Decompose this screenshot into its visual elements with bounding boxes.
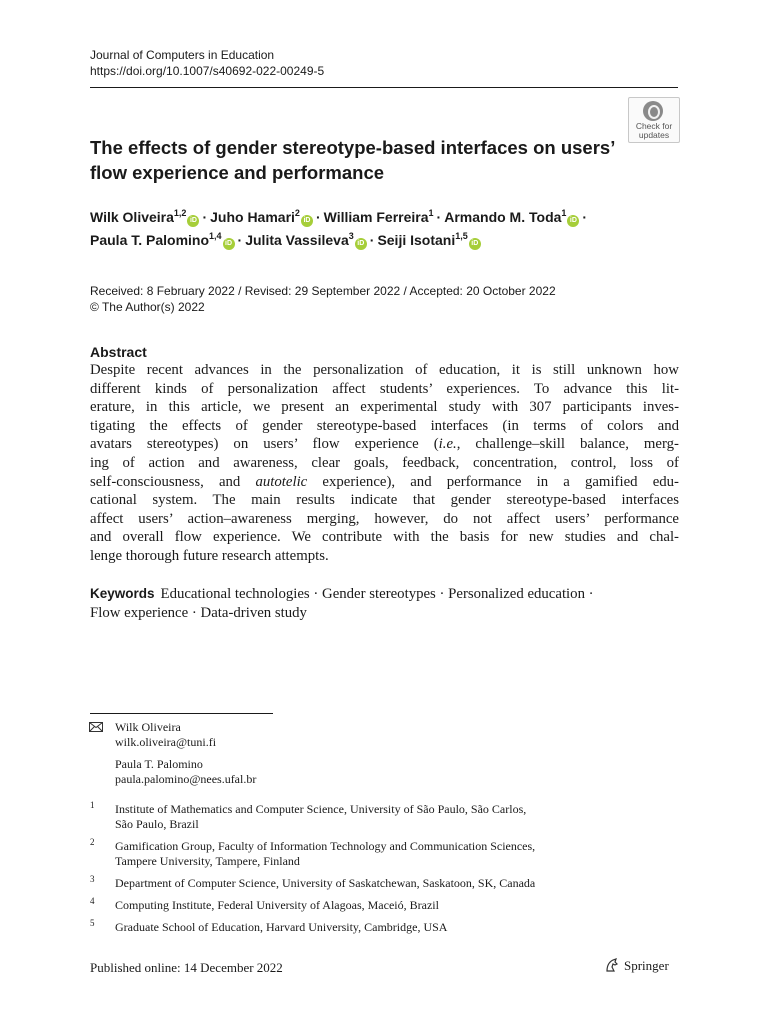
author-line-1: Wilk Oliveira$^{1,2}$iD · Juho Hamari$^2$iD · William Ferreira$^1$ · Armando M. Toda$^1$iD · [90,208,588,225]
keywords-line: Flow experience · Data-driven study [90,604,307,621]
orcid-icon[interactable]: iD [187,215,199,227]
check-for-updates-badge[interactable] [628,97,680,143]
envelope-icon [89,722,103,732]
contact-name: Wilk Oliveira [115,720,181,734]
crossmark-icon [643,101,663,121]
affiliation-3: Department of Computer Science, University of Saskatchewan, Saskatoon, SK, Canada [115,876,536,890]
contact-email[interactable]: wilk.oliveira@tuni.fi [115,735,217,749]
paper-title: The effects of gender stereotype-based interfaces on users’ flow experience and performance [90,137,616,183]
author-name: Seiji Isotani$^{1,5}$ [377,231,468,248]
orcid-icon[interactable]: iD [355,238,367,250]
history-dates: Received: 8 February 2022 / Revised: 29 September 2022 / Accepted: 20 October 2022 [90,284,556,298]
keywords-line: Educational technologies · Gender stereotypes · Personalized education · [160,586,594,602]
abstract-body: Despite recent advances in the personalization of education, it is still unknown how different kinds of personalization affect students’ experiences. To advance this lit- erature, in this article, we present an experimental study with 307 participants inves- tigating the effects of gender stereotype-based interfaces (in terms of colors and avatars stereotypes) on users’ flow experience (i.e., challenge–skill balance, merg- ing of action and awareness, clear goals, feedback, concentration, control, loss of self-consciousness, and autotelic experience), and performance in a gamified edu- cational system. The main results indicate that gender stereotype-based interfaces affect users’ action–awareness merging, however, do not affect users’ performance and overall flow experience. We contribute with the basis for new studies and chal- lenge thorough future research attempts. [90,362,679,564]
affiliation-number: 2 [90,837,95,847]
abstract-line-mixed: avatars stereotypes) on users’ flow experience (i.e., challenge–skill balance, merg- [90,436,679,453]
orcid-icon[interactable]: iD [301,215,313,227]
copyright: © The Author(s) 2022 [90,300,205,314]
author-name: Armando M. Toda$^1$ [444,208,567,225]
contact-email[interactable]: paula.palomino@nees.ufal.br [115,772,257,786]
affiliation-5: Graduate School of Education, Harvard University, Cambridge, USA [115,920,448,934]
author-name: Wilk Oliveira$^{1,2}$ [90,208,187,225]
author-list [90,206,680,252]
author-name: William Ferreira$^1$ [323,208,434,225]
author-name: Paula T. Palomino$^{1,4}$ [90,231,222,248]
orcid-icon[interactable]: iD [469,238,481,250]
author-name: Juho Hamari$^2$ [210,208,300,225]
publisher-logo [604,957,669,974]
contact-name: Paula T. Palomino [115,757,203,771]
abstract-line-mixed: self-consciousness, and autotelic experience), and performance in a gamified edu- [90,473,679,490]
journal-header [90,47,324,79]
affiliation-number: 4 [90,896,95,906]
keywords-heading: Keywords [90,586,155,601]
publisher-name: Springer [624,958,669,973]
springer-horse-icon [604,957,620,973]
journal-name: Journal of Computers in Education [90,48,275,62]
article-dates [90,283,556,315]
orcid-icon[interactable]: iD [223,238,235,250]
affiliation-4: Computing Institute, Federal University of Alagoas, Maceió, Brazil [115,898,439,912]
abstract-heading: Abstract [90,344,147,360]
header-rule [90,87,678,88]
keywords [90,585,680,622]
contact-2 [115,757,256,787]
published-date: Published online: 14 December 2022 [90,960,283,975]
author-line-2: Paula T. Palomino$^{1,4}$iD · Julita Vassileva$^3$iD · Seiji Isotani$^{1,5}$iD [90,229,680,252]
author-name: Julita Vassileva$^3$ [245,231,354,248]
orcid-icon[interactable]: iD [567,215,579,227]
check-badge-text: Check for updates [635,121,673,140]
affiliation-1: Institute of Mathematics and Computer Science, University of São Paulo, São Carlos, São Paulo, Brazil [115,802,527,831]
affiliation-2: Gamification Group, Faculty of Information Technology and Communication Sciences, Tampere University, Tampere, Finland [115,839,536,868]
footnote-rule [90,713,273,714]
affiliation-number: 5 [90,918,95,928]
affiliation-number: 3 [90,874,95,884]
affiliation-number: 1 [90,800,95,810]
doi-link[interactable]: https://doi.org/10.1007/s40692-022-00249-5 [90,64,325,78]
contact-1 [115,720,216,750]
